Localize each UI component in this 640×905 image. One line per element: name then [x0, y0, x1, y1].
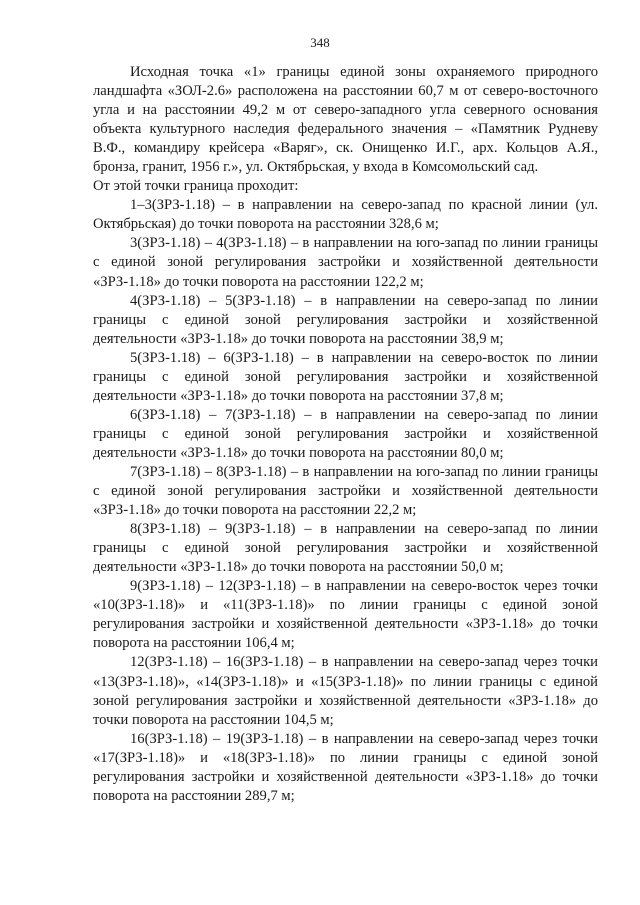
boundary-segment-4: 5(ЗРЗ-1.18) – 6(ЗРЗ-1.18) – в направлении на северо-восток по линии границы с единой зоной регулирования застройки и хозяйственной деятельности «ЗРЗ-1.18» до точки поворота на расстоянии 37,8 м;: [93, 349, 598, 404]
lead-in-line: От этой точки граница проходит:: [93, 178, 299, 195]
boundary-segment-8: 9(ЗРЗ-1.18) – 12(ЗРЗ-1.18) – в направлении на северо-восток через точки «10(ЗРЗ-1.18)» и «11(ЗРЗ-1.18)» по линии границы с единой зоной регулирования застройки и хозяйственной деятельности «ЗРЗ-1.18» до точки поворота на расстоянии 106,4 м;: [93, 578, 598, 652]
boundary-segment-2: 3(ЗРЗ-1.18) – 4(ЗРЗ-1.18) – в направлении на юго-запад по линии границы с единой зоной регулирования застройки и хозяйственной деятельности «ЗРЗ-1.18» до точки поворота на расстоянии 122,2 м;: [93, 235, 598, 290]
page-number: 348: [310, 35, 330, 50]
boundary-segment-3: 4(ЗРЗ-1.18) – 5(ЗРЗ-1.18) – в направлении на северо-запад по линии границы с единой зоной регулирования застройки и хозяйственной деятельности «ЗРЗ-1.18» до точки поворота на расстоянии 38,9 м;: [93, 292, 598, 347]
boundary-segment-1: 1–3(ЗРЗ-1.18) – в направлении на северо-запад по красной линии (ул. Октябрьская) до точки поворота на расстоянии 328,6 м;: [93, 197, 598, 233]
boundary-segment-6: 7(ЗРЗ-1.18) – 8(ЗРЗ-1.18) – в направлении на юго-запад по линии границы с единой зоной регулирования застройки и хозяйственной деятельности «ЗРЗ-1.18» до точки поворота на расстоянии 22,2 м;: [93, 463, 598, 519]
boundary-segment-7: 8(ЗРЗ-1.18) – 9(ЗРЗ-1.18) – в направлении на северо-запад по линии границы с единой зоной регулирования застройки и хозяйственной деятельности «ЗРЗ-1.18» до точки поворота на расстоянии 50,0 м;: [93, 521, 598, 576]
document-body: [93, 63, 598, 806]
boundary-segment-10: 16(ЗРЗ-1.18) – 19(ЗРЗ-1.18) – в направлении на северо-запад через точки «17(ЗРЗ-1.18)» и «18(ЗРЗ-1.18)» по линии границы с единой зоной регулирования застройки и хозяйственной деятельности «ЗРЗ-1.18» до точки поворота на расстоянии 289,7 м;: [93, 730, 598, 804]
intro-paragraph: Исходная точка «1» границы единой зоны охраняемого природного ландшафта «ЗОЛ-2.6» расположена на расстоянии 60,7 м от северо-восточного угла и на расстоянии 49,2 м от северо-западного угла северного основания объекта культурного наследия федерального значения – «Памятник Рудневу В.Ф., командиру крейсера «Варяг», ск. Онищенко И.Г., арх. Кольцов А.Я., бронза, гранит, 1956 г.», ул. Октябрьская, у входа в Комсомольский сад.: [93, 64, 598, 176]
boundary-segment-9: 12(ЗРЗ-1.18) – 16(ЗРЗ-1.18) – в направлении на северо-запад через точки «13(ЗРЗ-1.18)», «14(ЗРЗ-1.18)» и «15(ЗРЗ-1.18)» по линии границы с единой зоной регулирования застройки и хозяйственной деятельности «ЗРЗ-1.18» до точки поворота на расстоянии 104,5 м;: [93, 654, 598, 728]
boundary-segment-5: 6(ЗРЗ-1.18) – 7(ЗРЗ-1.18) – в направлении на северо-запад по линии границы с единой зоной регулирования застройки и хозяйственной деятельности «ЗРЗ-1.18» до точки поворота на расстоянии 80,0 м;: [93, 406, 598, 461]
